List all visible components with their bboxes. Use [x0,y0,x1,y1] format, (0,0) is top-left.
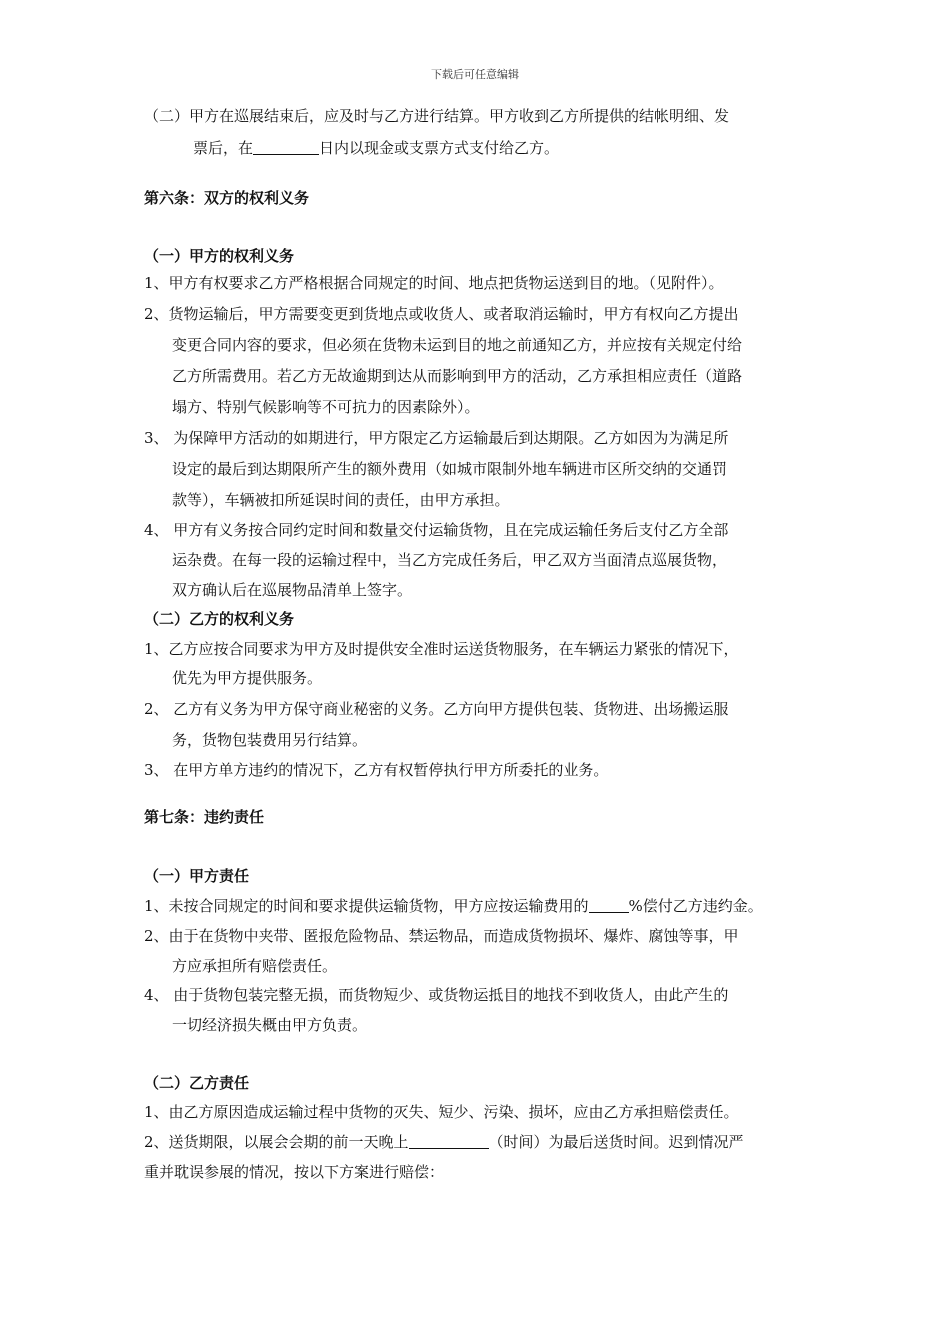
paragraph-line [144,1132,744,1152]
paragraph-line: 1、乙方应按合同要求为甲方及时提供安全准时运送货物服务，在车辆运力紧张的情况下， [144,640,739,658]
section-heading: （一）甲方责任 [144,867,250,885]
paragraph-line: 2、由于在货物中夹带、匿报危险物品、禁运物品，而造成货物损坏、爆炸、腐蚀等事，甲 [144,927,739,945]
paragraph-line [144,896,763,916]
paragraph-line: 优先为甲方提供服务。 [172,669,323,687]
section-heading: （二）乙方的权利义务 [144,610,295,628]
paragraph-line: 方应承担所有赔偿责任。 [172,957,338,975]
paragraph-line: 1、由乙方原因造成运输过程中货物的灭失、短少、污染、损坏，应由乙方承担赔偿责任。 [144,1103,739,1121]
text-segment: 2、送货期限，以展会会期的前一天晚上 [144,1133,409,1151]
paragraph-line [193,138,559,158]
page-header: 下载后可任意编辑 [431,68,519,81]
paragraph-line: 款等），车辆被扣所延误时间的责任，由甲方承担。 [172,491,510,509]
paragraph-line: 3、 在甲方单方违约的情况下，乙方有权暂停执行甲方所委托的业务。 [144,761,609,779]
paragraph-line: 运杂费。在每一段的运输过程中，当乙方完成任务后，甲乙双方当面清点巡展货物， [172,551,728,569]
text-segment: 日内以现金或支票方式支付给乙方。 [319,139,560,157]
section-heading: （一）甲方的权利义务 [144,247,295,265]
article-heading: 第六条：双方的权利义务 [144,189,310,207]
text-segment: %偿付乙方违约金。 [628,897,763,915]
paragraph-line: 塌方、特别气候影响等不可抗力的因素除外）。 [172,398,480,416]
paragraph-line: 设定的最后到达期限所产生的额外费用（如城市限制外地车辆进市区所交纳的交通罚 [172,460,728,478]
paragraph-line: 变更合同内容的要求，但必须在货物未运到目的地之前通知乙方，并应按有关规定付给 [172,336,743,354]
text-segment: （时间）为最后送货时间。迟到情况严 [488,1133,744,1151]
fill-in-blank-time [409,1134,489,1149]
article-heading: 第七条：违约责任 [144,808,265,826]
paragraph-line: 1、甲方有权要求乙方严格根据合同规定的时间、地点把货物运送到目的地。（见附件）。 [144,274,724,292]
paragraph-line: 4、 由于货物包装完整无损，而货物短少、或货物运抵目的地找不到收货人，由此产生的 [144,986,729,1004]
paragraph-line: （二）甲方在巡展结束后，应及时与乙方进行结算。甲方收到乙方所提供的结帐明细、发 [144,107,730,125]
paragraph-line: 一切经济损失概由甲方负责。 [172,1016,368,1034]
paragraph-line: 双方确认后在巡展物品清单上签字。 [172,581,413,599]
text-segment: 票后，在 [193,139,254,157]
paragraph-line: 2、 乙方有义务为甲方保守商业秘密的义务。乙方向甲方提供包装、货物进、出场搬运服 [144,700,729,718]
fill-in-blank-days [253,140,319,155]
paragraph-line: 重并耽误参展的情况，按以下方案进行赔偿： [144,1163,445,1181]
paragraph-line: 3、 为保障甲方活动的如期进行，甲方限定乙方运输最后到达期限。乙方如因为为满足所 [144,429,729,447]
text-segment: 1、未按合同规定的时间和要求提供运输货物，甲方应按运输费用的 [144,897,589,915]
paragraph-line: 务，货物包装费用另行结算。 [172,731,368,749]
paragraph-line: 乙方所需费用。若乙方无故逾期到达从而影响到甲方的活动，乙方承担相应责任（道路 [172,367,743,385]
fill-in-blank-percent [589,898,629,913]
paragraph-line: 4、 甲方有义务按合同约定时间和数量交付运输货物，且在完成运输任务后支付乙方全部 [144,521,729,539]
paragraph-line: 2、货物运输后，甲方需要变更到货地点或收货人、或者取消运输时，甲方有权向乙方提出 [144,305,739,323]
section-heading: （二）乙方责任 [144,1074,250,1092]
